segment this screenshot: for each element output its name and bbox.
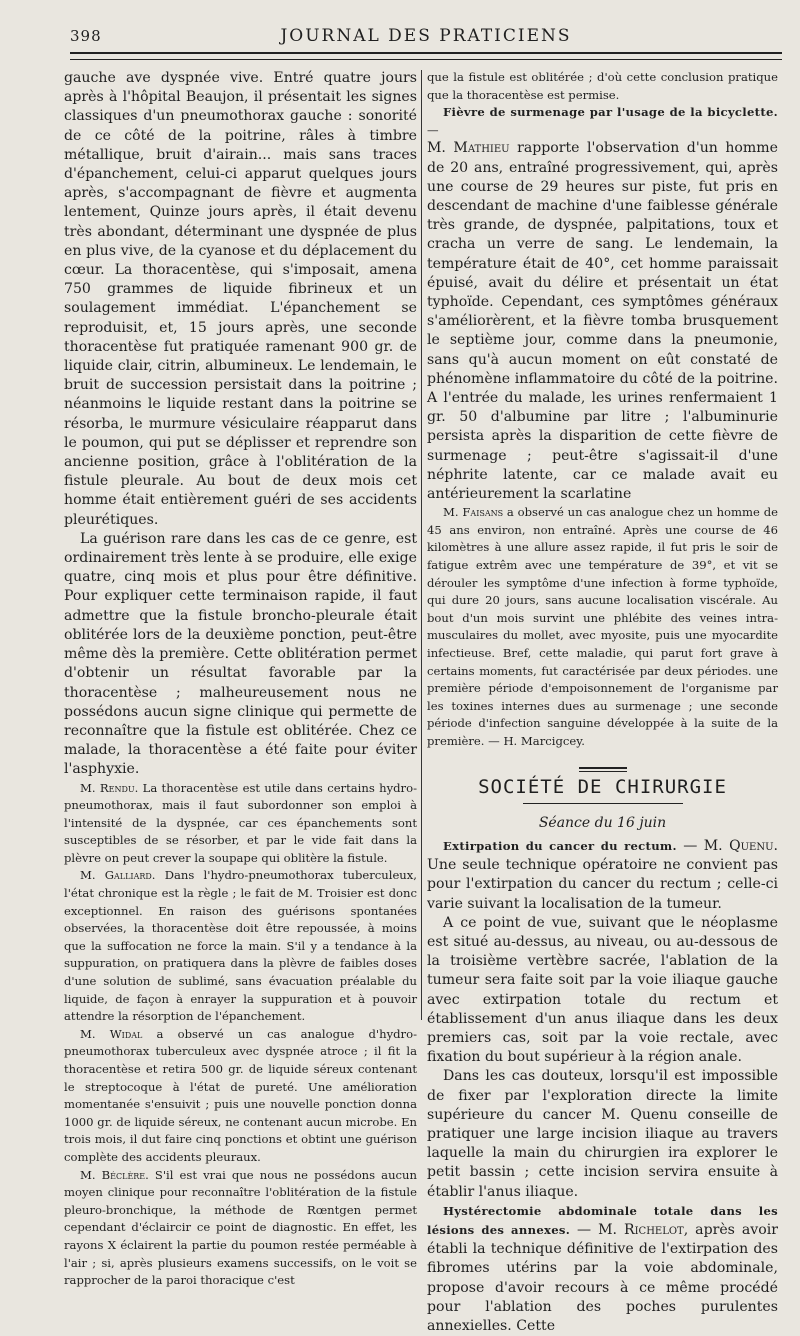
text-rendu: La thoracentèse est utile dans certains hydro-pneumothorax, mais il faut subordonner son emploi à l'intensité de la dyspnée, car ces épanchements sont susceptibles de se résorber, et par le vide fait dans la plèvre on peut crever la soupape qui oblitère la fistule. (64, 780, 417, 865)
speaker-richelot: Richelot (623, 1222, 684, 1239)
paragraph-quenu (427, 837, 778, 914)
heading-fievre-surmenage (427, 104, 778, 139)
richelot-lead: — M. (570, 1222, 624, 1239)
heading-fievre-dash: — (427, 122, 439, 137)
text-widal: a observé un cas analogue d'hydro-pneumothorax tuberculeux avec dyspnée atroce ; il fit la thoracentèse et retira 500 gr. de liquide séreux contenant le streptocoque à l'état de pureté. Une amélioration momentanée s'ensuivit ; puis une nouvelle ponction donna 1000 gr. de liquide séreux, ne contenant aucun microbe. En trois mois, il dut faire cinq ponctions et obtint une guérison complète des accidents pleuraux. (64, 1026, 417, 1164)
paragraph-galliard (64, 867, 417, 1025)
text-galliard: Dans l'hydro-pneumothorax tuberculeux, l'état chronique est la règle ; le fait de M. Troisier est donc exceptionnel. En raison des guérisons spontanées observées, la thoracentèse doit être repoussée, à moins que la suffocation ne force la main. S'il y a tendance à la suppuration, on pratiquera dans la plèvre de faibles doses d'une solution de sublimé, sans évacuation préalable du liquide, de façon à enrayer la suppuration et à pouvoir attendre la résorption de l'épanchement. (64, 868, 417, 1024)
paragraph-point-de-vue: A ce point de vue, suivant que le néoplasme est situé au-dessus, au niveau, ou au-dessous de la troisième vertèbre sacrée, l'ablation de la tumeur sera faite soit par la voie iliaque gauche avec extirpation totale du rectum et établissement d'un anus iliaque dans les deux premiers cas, soit par la voie rectale, avec fixation du bout supérieur à la région anale. (427, 914, 778, 1066)
speaker-beclere: M. Béclère. (80, 1167, 149, 1182)
left-column (64, 69, 417, 1290)
speaker-faisans: M. Faisans (443, 505, 504, 520)
journal-title: JOURNAL DES PRATICIENS (280, 26, 572, 46)
text-quenu: . Une seule technique opératoire ne convient pas pour l'extirpation du cancer du rectum ; celle-ci varie suivant la localisation de la tumeur. (427, 837, 779, 912)
paragraph-widal (64, 1026, 417, 1167)
section-subtitle: Séance du 16 juin (538, 814, 667, 831)
paragraph-faisans (427, 504, 778, 750)
right-column (427, 69, 778, 1336)
paragraph-guerison: La guérison rare dans les cas de ce genre, est ordinairement très lente à se produire, elle exige quatre, cinq mois et plus pour être définitive. Pour expliquer cette terminaison rapide, il faut admettre que la fistule broncho-pleurale était oblitérée lors de la deuxième ponction, peut-être même dès la première. Cette oblitération permet d'obtenir un résultat favorable par la thoracentèse ; malheureusement nous ne possédons aucun signe clinique qui permette de reconnaître que la fistule est oblitérée. Chez ce malade, la thoracentèse a été faite pour éviter l'asphyxie. (64, 530, 417, 778)
text-faisans: a observé un cas analogue chez un homme de 45 ans environ, non entraîné. Après une course de 46 kilomètres à une allure assez rapide, il fut pris le soir de fatigue extrêm avec une température de 39°, et vit se dérouler les symptôme d'une infection à forme typhoïde, qui dure 20 jours, sans aucune localisation viscérale. Au bout d'un mois survint une phlébite des veines intra-musculaires du mollet, avec myosite, puis une myocardite infectieuse. Bref, cette maladie, qui parut fort grave à certains moments, fut caractérisée par deux périodes. une première période d'empoisonnement de l'organisme par les toxines internes dues au surmenage ; une seconde période d'infection sanguine développée à la suite de la première. — H. Marcigcey. (427, 505, 778, 748)
speaker-widal: M. Widal (80, 1026, 143, 1041)
text-richelot: , après avoir établi la technique définitive de l'extirpation des fibromes utérins par la voie abdominale, propose d'avoir recours à ce même procédé pour l'ablation des poches purulentes annexielles. Cette (427, 1222, 778, 1335)
heading-fievre-text: Fièvre de surmenage par l'usage de la bicyclette. (443, 105, 778, 120)
speaker-rendu: M. Rendu. (80, 780, 139, 795)
text-beclere: S'il est vrai que nous ne possédons aucun moyen clinique pour reconnaître l'oblitération de la fistule pleuro-bronchique, la méthode de Rœntgen permet cependant d'éclaircir ce point de diagnostic. En effet, les rayons X éclairent la partie du poumon restée perméable à l'air ; si, après plusieurs examens successifs, on le voit se rapprocher de la paroi thoracique c'est (64, 1167, 417, 1288)
heading-hysterectomie: Hystérectomie abdominale totale dans les lésions des annexes. (427, 1203, 778, 1238)
section-title: SOCIÉTÉ DE CHIRURGIE (478, 775, 727, 798)
header-rule (70, 52, 782, 60)
page-header (70, 24, 782, 46)
paragraph-mathieu (427, 139, 778, 504)
quenu-lead: — M. (676, 837, 730, 854)
paragraph-cas-douteux: Dans les cas douteux, lorsqu'il est impossible de fixer par l'exploration directe la limite supérieure du cancer M. Quenu conseille de pratiquer une large incision iliaque au travers laquelle la main du chirurgien ira explorer le petit bassin ; cette incision servira ensuite à établir l'anus iliaque. (427, 1068, 778, 1200)
section-header (427, 767, 778, 833)
heading-extirpation: Extirpation du cancer du rectum. (443, 838, 677, 853)
text-mathieu: rapporte l'observation d'un homme de 20 ans, entraîné progressivement, qui, après une course de 29 heures sur piste, fut pris en descendant de machine d'une faiblesse générale très grande, de dyspnée, palpitations, toux et cracha un verre de sang. Le lendemain, la température était de 40°, cet homme paraissait épuisé, avait du délire et présentait un état typhoïde. Cependant, ces symptômes généraux s'améliorèrent, et la fièvre tomba brusquement le septième jour, comme dans la pneumonie, sans qu'à aucun moment on eût constaté de phénomène inflammatoire du côté de la poitrine. A l'entrée du malade, les urines renfermaient 1 gr. 50 d'albumine par litre ; l'albuminurie persista après la disparition de cette fièvre de surmenage ; peut-être s'agissait-il d'une néphrite latente, car ce malade avait eu antérieurement la scarlatine (427, 140, 778, 503)
page-number: 398 (70, 27, 102, 45)
paragraph-conclusion: que la fistule est oblitérée ; d'où cette conclusion pratique que la thoracentèse est permise. (427, 70, 778, 102)
column-divider (421, 70, 422, 1020)
section-underline (523, 803, 683, 804)
paragraph-richelot (427, 1202, 778, 1336)
paragraph-beclere (64, 1167, 417, 1290)
paragraph-case-description: gauche ave dyspnée vive. Entré quatre jours après à l'hôpital Beaujon, il présentait les signes classiques d'un pneumothorax gauche : sonorité de ce côté de la poitrine, râles à timbre métallique, bruit d'airain... mais sans traces d'épanchement, celui-ci apparut quelques jours après, s'accompagnant de fièvre et augmenta lentement, Quinze jours après, il était devenu très abondant, déterminant une dyspnée de plus en plus vive, de la cyanose et du déplacement du cœur. La thoracentèse, qui s'imposait, amena 750 grammes de liquide fibrineux et un soulagement immédiat. L'épanchement se reproduisit, et, 15 jours après, une seconde thoracentèse fut pratiquée ramenant 900 gr. de liquide clair, citrin, albumineux. Le lendemain, le bruit de succession persistait dans la poitrine ; néanmoins le liquide restant dans la poitrine se résorba, le murmure vésiculaire réapparut dans le poumon, qui put se déplisser et reprendre son ancienne position, grâce à l'oblitération de la fistule pleurale. Au bout de deux mois cet homme était entièrement guéri de ses accidents pleurétiques. (64, 70, 417, 528)
speaker-galliard: M. Galliard. (80, 868, 156, 883)
speaker-quenu: Quenu (729, 837, 774, 854)
speaker-mathieu: M. Mathieu (427, 140, 510, 157)
section-ornament-rule (579, 767, 627, 772)
paragraph-rendu (64, 780, 417, 868)
